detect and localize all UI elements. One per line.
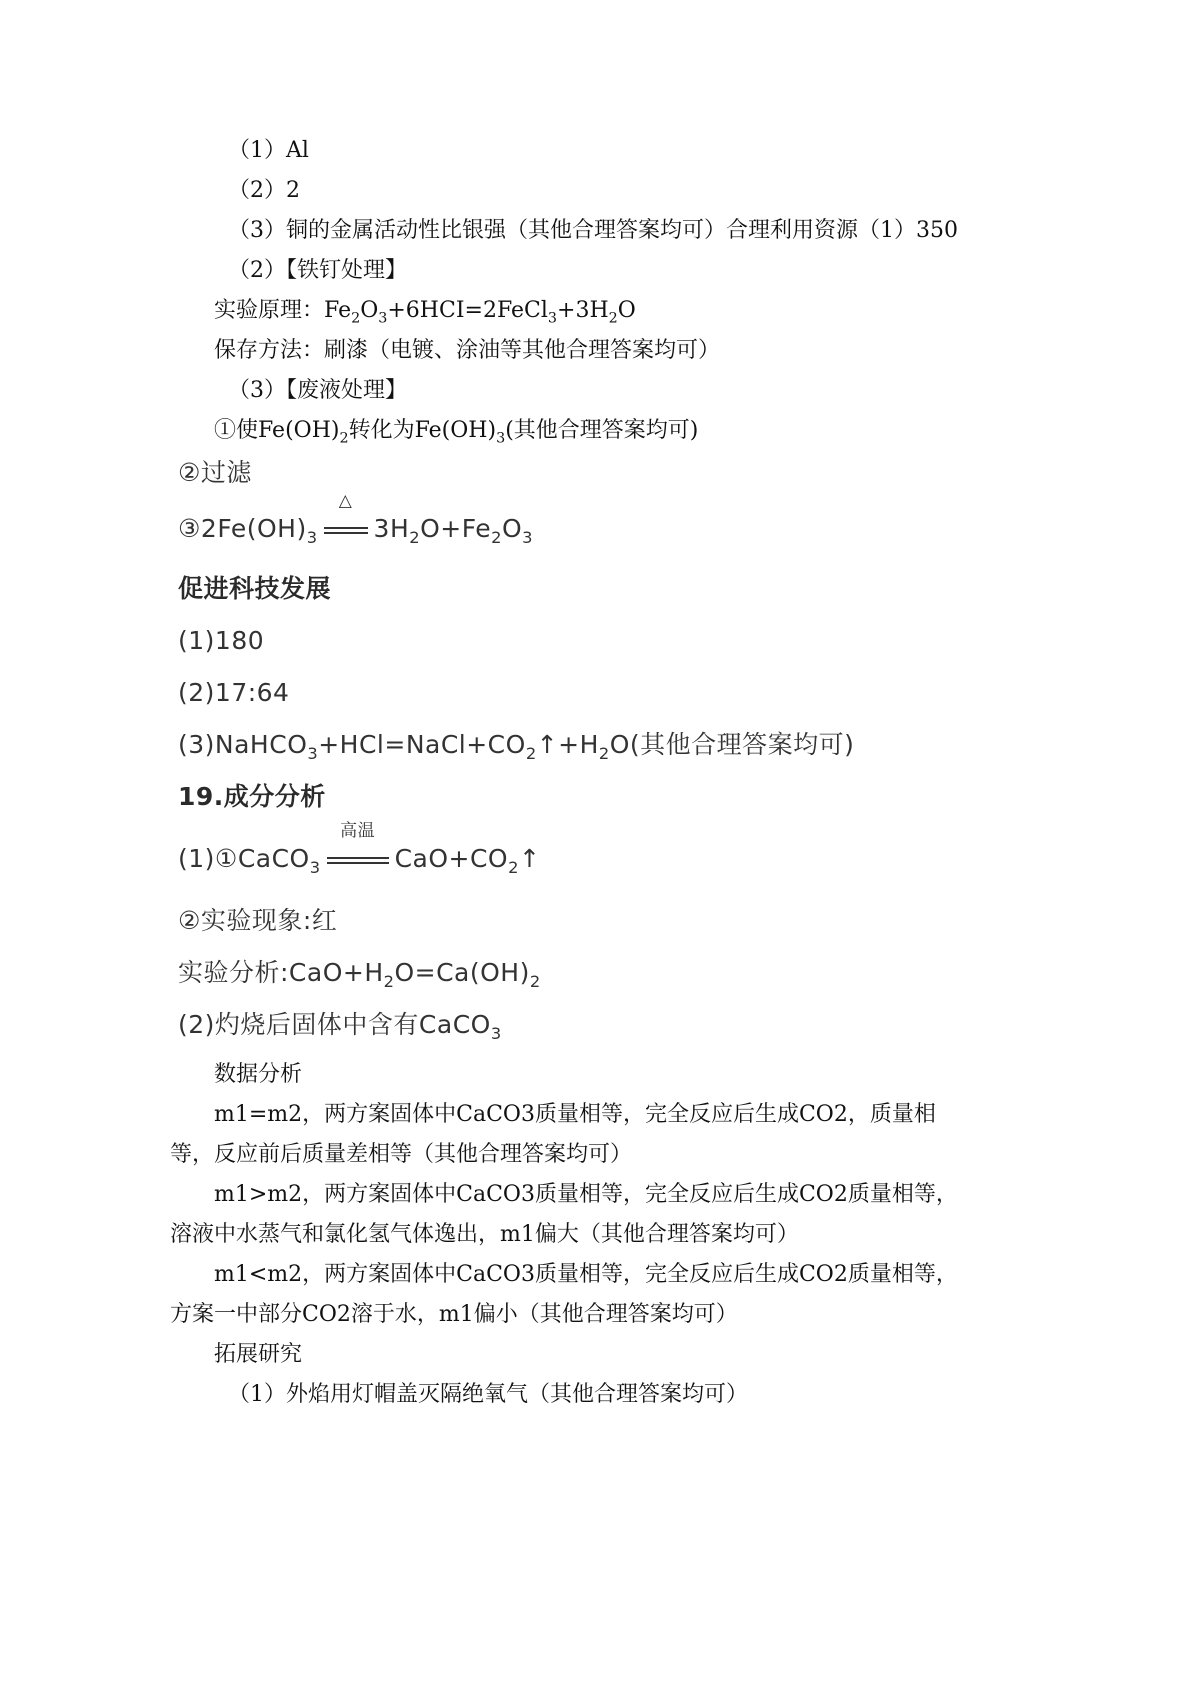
waste-treatment-line-1: ①使$Fe(OH)_2$转化为$Fe(OH)_3$(其他合理答案均可)	[214, 418, 699, 447]
scan-line-residue: (2)灼烧后固体中含有CaCO$_3$	[178, 1010, 502, 1043]
high-temp-condition-equals	[325, 821, 391, 876]
answer-text: （2）2	[228, 178, 300, 203]
section-heading-extended-research: 拓展研究	[214, 1342, 303, 1367]
scan-line-nahco3: $(3)NaHCO_3+HCl=NaCl+CO_2↑+H_2O$(其他合理答案均可)	[178, 730, 855, 763]
storage-method-line	[214, 336, 720, 366]
experiment-principle-line	[214, 296, 636, 326]
paragraph-m1-equal-m2-cont: 等，反应前后质量差相等（其他合理答案均可）	[170, 1142, 633, 1167]
answer-line-2	[228, 176, 300, 206]
answer-extinguish: （1）外焰用灯帽盖灭隔绝氧气（其他合理答案均可）	[228, 1382, 748, 1407]
scan-line-decompose: $③2Fe(OH)_3$ △ $3H_2O+Fe_2O_3$	[178, 491, 534, 547]
answer-line-4	[228, 256, 407, 286]
scan-line-analysis: 实验分析$:CaO+H_2O=Ca(OH)_2$	[178, 958, 541, 991]
principle-label: 实验原理：	[214, 298, 325, 323]
paragraph-m1-gt-m2: m1>m2，两方案固体中CaCO3质量相等，完全反应后生成CO2质量相等，	[214, 1182, 958, 1207]
paragraph-m1-lt-m2-cont: 方案一中部分CO2溶于水，m1偏小（其他合理答案均可）	[170, 1302, 738, 1327]
paragraph-m1-gt-m2-cont: 溶液中水蒸气和氯化氢气体逸出，m1偏大（其他合理答案均可）	[170, 1222, 799, 1247]
high-temp-label: 高温	[340, 821, 376, 841]
answer-line-7	[228, 376, 407, 406]
scan-line-180: (1)180	[178, 626, 265, 655]
scan-line-caco3-decompose: (1)①CaCO$_3$ 高温 $CaO+CO_2↑$	[178, 821, 541, 877]
scan-line-phenomenon: ②实验现象:红	[178, 906, 338, 935]
scan-line-ratio: (2)17:64	[178, 678, 290, 707]
answer-text: 保存方法：刷漆（电镀、涂油等其他合理答案均可）	[214, 338, 721, 363]
chemical-formula: $Fe_2O_3+6HCI=2FeCl_3+3H_2O$	[324, 298, 636, 327]
paragraph-m1-equal-m2: m1=m2，两方案固体中CaCO3质量相等，完全反应后生成CO2，质量相	[214, 1102, 936, 1127]
answer-text: （1）Al	[228, 138, 309, 163]
answer-text: （3）铜的金属活动性比银强（其他合理答案均可）合理利用资源（1）350	[228, 218, 958, 243]
section-heading-tech: 促进科技发展	[178, 574, 332, 603]
scan-line-filter: ②过滤	[178, 458, 252, 487]
answer-line-3	[228, 216, 958, 246]
section-heading-19: 19.成分分析	[178, 782, 326, 811]
paragraph-m1-lt-m2: m1<m2，两方案固体中CaCO3质量相等，完全反应后生成CO2质量相等，	[214, 1262, 958, 1287]
heat-condition-equals	[322, 491, 370, 546]
section-heading-data-analysis: 数据分析	[214, 1062, 303, 1087]
answer-text: （2）【铁钉处理】	[228, 258, 407, 283]
heat-symbol: △	[338, 491, 353, 511]
answer-text: （3）【废液处理】	[228, 378, 407, 403]
answer-line-1	[228, 136, 309, 166]
